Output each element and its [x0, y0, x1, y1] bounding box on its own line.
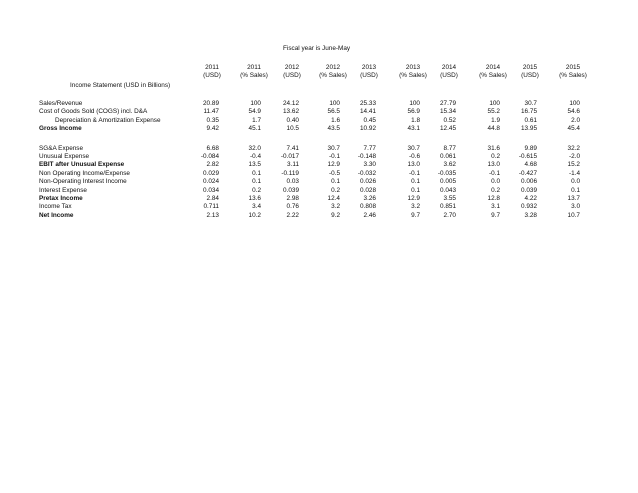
row-value-cell: 6.68 [206, 144, 219, 152]
column-year-header: 2013 [405, 64, 421, 71]
row-value-cell: 0.043 [440, 186, 456, 194]
row-value-cell: 30.7 [327, 144, 340, 152]
row-value-cell: 16.75 [521, 108, 537, 116]
row-value-cell: 25.33 [360, 100, 376, 107]
row-value-cell: 2.70 [443, 211, 456, 219]
row-value-cell: 12.45 [440, 125, 456, 133]
row-value-cell: -0.032 [357, 169, 376, 177]
row-value-cell: 0.40 [286, 116, 299, 124]
row-value-cell: 0.35 [206, 116, 219, 124]
column-unit-header: (% Sales) [399, 72, 427, 79]
row-label: Non Operating Income/Expense [39, 169, 130, 177]
row-value-cell: 44.8 [487, 125, 500, 133]
row-value-cell: 0.0 [571, 178, 580, 186]
row-value-cell: -0.427 [518, 169, 537, 177]
column-year-header: 2012 [325, 64, 341, 71]
row-label: Non-Operating Interest Income [39, 178, 127, 186]
row-label: Net Income [39, 211, 74, 219]
row-value-cell: 2.13 [206, 211, 219, 219]
row-value-cell: 12.8 [487, 195, 500, 202]
row-value-cell: 0.03 [286, 178, 299, 186]
column-year-header: 2011 [247, 64, 261, 71]
row-value-cell: 1.8 [411, 116, 420, 124]
row-value-cell: 0.1 [252, 169, 261, 177]
row-value-cell: 9.7 [411, 211, 420, 219]
statement-title: Income Statement (USD in Billions) [70, 82, 171, 89]
row-value-cell: 30.7 [524, 100, 537, 107]
row-value-cell: -0.1 [488, 169, 500, 177]
row-value-cell: 15.34 [440, 108, 456, 116]
row-label: Sales/Revenue [39, 100, 83, 107]
row-value-cell: 0.061 [440, 153, 456, 160]
row-value-cell: 0.029 [203, 169, 219, 177]
row-value-cell: 3.2 [331, 203, 340, 211]
row-value-cell: 3.28 [524, 211, 537, 219]
column-unit-header: (USD) [521, 72, 539, 79]
row-label: Unusual Expense [39, 153, 90, 160]
column-year-header: 2012 [284, 64, 300, 71]
column-unit-header: (USD) [360, 72, 378, 79]
row-value-cell: 1.6 [331, 116, 340, 124]
row-value-cell: 43.1 [407, 125, 420, 133]
row-value-cell: -1.4 [568, 169, 580, 177]
row-value-cell: 0.026 [360, 178, 376, 186]
row-value-cell: 0.1 [411, 186, 420, 194]
row-value-cell: 0.006 [521, 178, 537, 186]
row-value-cell: 0.851 [440, 203, 456, 211]
row-value-cell: -0.148 [357, 153, 376, 160]
row-value-cell: 0.2 [491, 153, 500, 160]
row-value-cell: 0.2 [252, 186, 261, 194]
row-value-cell: -0.1 [328, 153, 340, 160]
row-value-cell: 9.2 [331, 211, 340, 219]
row-value-cell: 54.9 [248, 108, 261, 116]
column-unit-header: (% Sales) [240, 72, 268, 79]
row-value-cell: 0.45 [363, 116, 376, 124]
row-label: SG&A Expense [39, 144, 84, 152]
row-value-cell: 0.039 [283, 186, 299, 194]
row-value-cell: -0.084 [200, 153, 219, 160]
row-value-cell: -0.1 [408, 169, 420, 177]
row-value-cell: 13.6 [248, 195, 261, 202]
row-value-cell: 0.005 [440, 178, 456, 186]
row-value-cell: 0.61 [524, 116, 537, 124]
row-label: Interest Expense [39, 186, 87, 194]
row-value-cell: 32.0 [248, 144, 261, 152]
row-label: Income Tax [39, 203, 72, 211]
row-value-cell: 3.2 [411, 203, 420, 211]
row-value-cell: 13.5 [248, 161, 261, 169]
row-value-cell: 2.22 [286, 211, 299, 219]
row-label: Depreciation & Amortization Expense [55, 116, 161, 124]
row-value-cell: 12.4 [327, 195, 340, 202]
row-value-cell: 0.932 [521, 203, 537, 211]
row-value-cell: 45.4 [567, 125, 580, 133]
row-value-cell: 0.1 [411, 178, 420, 186]
row-label: Cost of Goods Sold (COGS) incl. D&A [39, 108, 148, 116]
row-value-cell: 43.5 [327, 125, 340, 133]
row-value-cell: 100 [489, 100, 500, 107]
row-value-cell: 1.7 [252, 116, 261, 124]
row-value-cell: -0.119 [281, 169, 299, 177]
row-value-cell: -0.615 [518, 153, 537, 160]
row-value-cell: 13.62 [283, 108, 299, 116]
row-value-cell: 4.68 [524, 161, 537, 169]
row-value-cell: 15.2 [567, 161, 580, 169]
row-value-cell: 0.76 [286, 203, 299, 211]
row-value-cell: 0.028 [360, 186, 376, 194]
row-label: Gross Income [39, 125, 82, 133]
row-value-cell: 20.89 [203, 100, 219, 107]
row-value-cell: 3.4 [252, 203, 261, 211]
row-value-cell: 1.9 [491, 116, 500, 124]
row-value-cell: 3.1 [491, 203, 500, 211]
column-year-header: 2014 [485, 64, 501, 71]
row-value-cell: 13.0 [487, 161, 500, 169]
row-value-cell: 56.5 [327, 108, 340, 116]
row-value-cell: 12.9 [407, 195, 420, 202]
row-value-cell: 8.77 [443, 144, 456, 152]
row-value-cell: -0.4 [249, 153, 261, 160]
row-label: Pretax Income [39, 195, 83, 202]
fiscal-year-note: Fiscal year is June-May [283, 45, 351, 52]
column-year-header: 2015 [522, 64, 538, 71]
row-value-cell: 4.22 [524, 195, 537, 202]
row-value-cell: 3.0 [571, 203, 580, 211]
row-value-cell: 10.5 [286, 125, 299, 133]
row-value-cell: 45.1 [248, 125, 261, 133]
row-value-cell: 13.7 [567, 195, 580, 202]
column-unit-header: (USD) [440, 72, 458, 79]
column-year-header: 2014 [441, 64, 457, 71]
column-unit-header: (% Sales) [479, 72, 507, 79]
row-value-cell: 9.89 [524, 144, 537, 152]
row-value-cell: 100 [409, 100, 420, 107]
row-value-cell: 0.034 [203, 186, 219, 194]
row-value-cell: 14.41 [360, 108, 376, 116]
row-value-cell: 9.7 [491, 211, 500, 219]
row-value-cell: 27.79 [440, 100, 456, 107]
row-value-cell: 3.62 [443, 161, 456, 169]
row-value-cell: 32.2 [567, 144, 580, 152]
row-value-cell: 3.26 [363, 195, 376, 202]
column-unit-header: (USD) [283, 72, 301, 79]
row-value-cell: 0.52 [443, 116, 456, 124]
row-value-cell: 11.47 [203, 108, 219, 116]
row-value-cell: 54.6 [567, 108, 580, 116]
row-value-cell: 2.82 [206, 161, 219, 169]
row-value-cell: 24.12 [283, 100, 299, 107]
row-value-cell: -0.5 [328, 169, 340, 177]
row-value-cell: 0.024 [203, 178, 219, 186]
row-value-cell: 10.7 [567, 211, 580, 219]
row-value-cell: 0.0 [491, 178, 500, 186]
row-value-cell: 100 [250, 100, 261, 107]
row-value-cell: 55.2 [487, 108, 500, 116]
column-year-header: 2011 [205, 64, 219, 71]
row-value-cell: 2.84 [206, 195, 219, 202]
row-value-cell: -0.035 [437, 169, 456, 177]
row-value-cell: -2.0 [568, 153, 580, 160]
row-value-cell: -0.017 [280, 153, 299, 160]
row-value-cell: 9.42 [206, 125, 219, 133]
row-value-cell: 7.41 [286, 144, 299, 152]
row-value-cell: 100 [569, 100, 580, 107]
row-value-cell: -0.6 [408, 153, 420, 160]
row-value-cell: 10.92 [360, 125, 376, 133]
row-value-cell: 7.77 [363, 144, 376, 152]
column-unit-header: (USD) [203, 72, 221, 79]
row-value-cell: 0.711 [203, 203, 219, 211]
column-year-header: 2013 [361, 64, 377, 71]
row-value-cell: 3.30 [363, 161, 376, 169]
row-value-cell: 100 [329, 100, 340, 107]
row-value-cell: 56.9 [407, 108, 420, 116]
row-value-cell: 2.98 [286, 195, 299, 202]
row-value-cell: 0.808 [360, 203, 376, 211]
row-value-cell: 12.9 [327, 161, 340, 169]
row-value-cell: 0.039 [521, 186, 537, 194]
row-value-cell: 0.1 [331, 178, 340, 186]
column-unit-header: (% Sales) [559, 72, 587, 79]
row-value-cell: 10.2 [248, 211, 261, 219]
column-unit-header: (% Sales) [319, 72, 347, 79]
row-value-cell: 0.1 [252, 178, 261, 186]
row-value-cell: 30.7 [407, 144, 420, 152]
row-label: EBIT after Unusual Expense [39, 161, 125, 169]
row-value-cell: 0.2 [331, 186, 340, 194]
row-value-cell: 2.0 [571, 116, 580, 124]
column-year-header: 2015 [565, 64, 581, 71]
row-value-cell: 13.95 [521, 125, 537, 133]
row-value-cell: 13.0 [407, 161, 420, 169]
row-value-cell: 3.55 [443, 195, 456, 202]
row-value-cell: 3.11 [287, 161, 299, 169]
row-value-cell: 0.1 [571, 186, 580, 194]
row-value-cell: 31.6 [487, 144, 500, 152]
row-value-cell: 2.46 [363, 211, 376, 219]
row-value-cell: 0.2 [491, 186, 500, 194]
